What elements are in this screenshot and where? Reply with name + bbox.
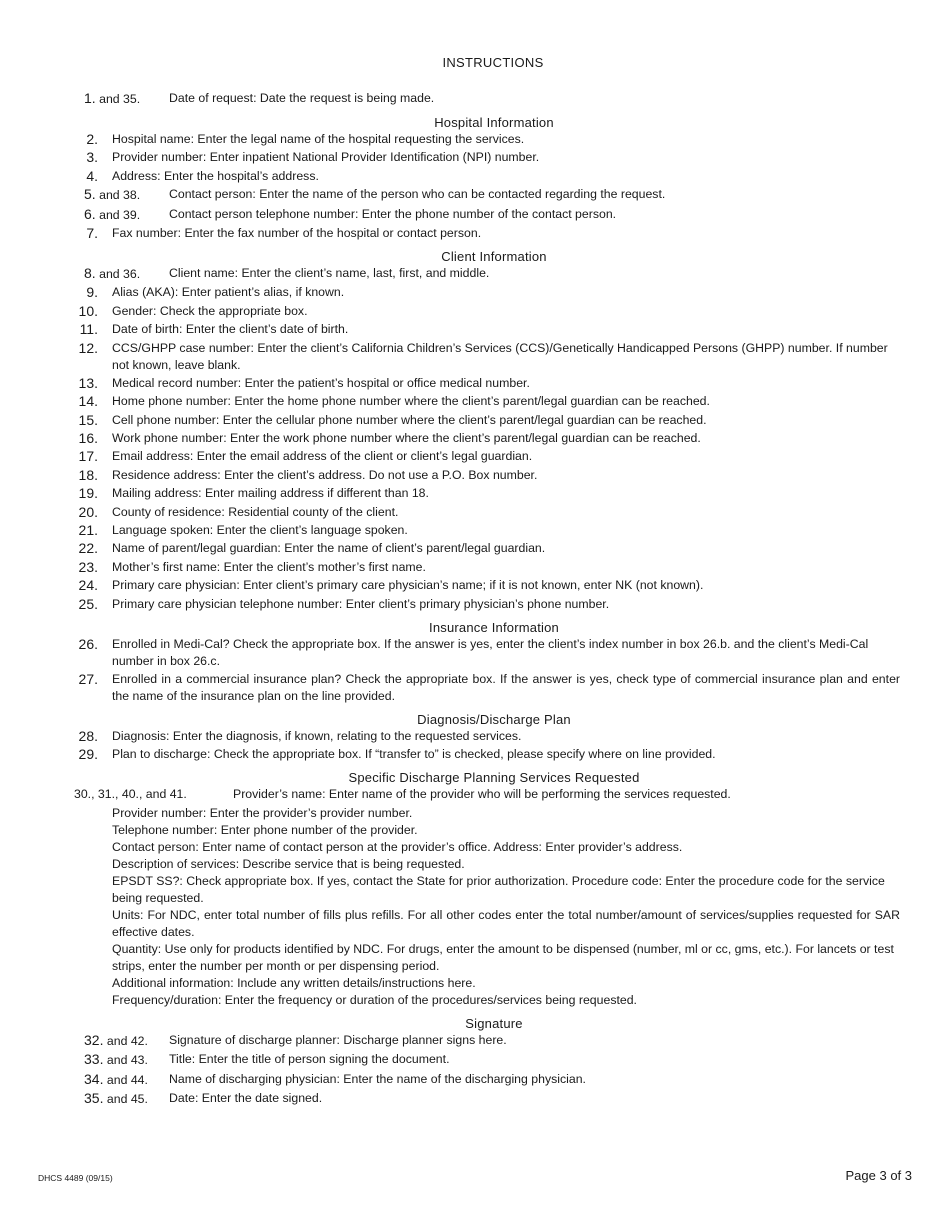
sub-item-text: Additional information: Include any written details/instructions here. (112, 975, 476, 990)
instruction-item (68, 1051, 900, 1069)
item-text: CCS/GHPP case number: Enter the client’s California Children’s Services (CCS)/Genetically Handicapped Persons (GHPP) number. If number not known, leave blank. (112, 340, 888, 372)
sub-item-text: Telephone number: Enter phone number of the provider. (112, 822, 418, 837)
item-number: 17. (78, 448, 98, 465)
form-id: DHCS 4489 (09/15) (38, 1173, 113, 1183)
item-number: 22. (78, 540, 98, 557)
item-text: Cell phone number: Enter the cellular phone number where the client’s parent/legal guardian can be reached. (112, 412, 707, 427)
instruction-item (68, 540, 900, 557)
item-text: Enrolled in Medi-Cal? Check the appropriate box. If the answer is yes, enter the client’s index number in box 26.b. and the client’s Medi-Cal number in box 26.c. (112, 636, 869, 668)
instruction-item (68, 393, 900, 410)
item-text: Contact person telephone number: Enter the phone number of the contact person. (169, 206, 617, 221)
item-number: 15. (78, 411, 98, 428)
item-number: 12. (78, 339, 98, 356)
sub-item-text: Description of services: Describe service that is being requested. (112, 856, 465, 871)
item-text: Fax number: Enter the fax number of the hospital or contact person. (112, 225, 482, 240)
instruction-item (68, 340, 900, 374)
item-number: 20. (78, 503, 98, 520)
instruction-item (68, 559, 900, 576)
instructions-body (68, 88, 900, 1109)
item-text: Diagnosis: Enter the diagnosis, if known, relating to the requested services. (112, 728, 522, 743)
item-number: 27. (78, 670, 98, 687)
item-number: 28. (78, 727, 98, 744)
section-heading-hospital: Hospital Information (434, 115, 554, 130)
instruction-item (68, 636, 900, 670)
instruction-item (68, 746, 900, 763)
sub-item-text: Frequency/duration: Enter the frequency or duration of the procedures/services being requested. (112, 992, 637, 1007)
item-text: Provider number: Enter inpatient National Provider Identification (NPI) number. (112, 150, 540, 165)
instruction-item (68, 485, 900, 502)
item-text: Client name: Enter the client’s name, last, first, and middle. (169, 265, 490, 280)
item-text: Mother’s first name: Enter the client’s mother’s first name. (112, 559, 426, 574)
instruction-item (68, 375, 900, 392)
item-text: Language spoken: Enter the client’s language spoken. (112, 523, 408, 538)
instruction-item (68, 596, 900, 613)
item-number: 3. (86, 149, 98, 166)
item-text: Title: Enter the title of person signing the document. (169, 1052, 450, 1067)
item-text: Home phone number: Enter the home phone number where the client’s parent/legal guardian can be reached. (112, 394, 710, 409)
item-number: 32. and 42. (84, 1031, 148, 1048)
item-text: Signature of discharge planner: Discharge planner signs here. (169, 1032, 507, 1047)
instruction-item (68, 522, 900, 539)
client-items (68, 284, 900, 612)
diagnosis-items (68, 728, 900, 763)
item-text: Work phone number: Enter the work phone number where the client’s parent/legal guardian can be reached. (112, 431, 701, 446)
item-text: Residence address: Enter the client’s address. Do not use a P.O. Box number. (112, 467, 538, 482)
item-number: 24. (78, 577, 98, 594)
item-text: Email address: Enter the email address of the client or client’s legal guardian. (112, 449, 533, 464)
item-text: Address: Enter the hospital’s address. (112, 168, 319, 183)
insurance-items (68, 636, 900, 705)
instruction-item (68, 321, 900, 338)
item-number: 10. (78, 302, 98, 319)
section-heading-client: Client Information (441, 248, 547, 264)
item-number: 19. (78, 485, 98, 502)
item-number: 13. (78, 374, 98, 391)
item-number: 4. (86, 167, 98, 184)
sub-item-text: Units: For NDC, enter total number of fills plus refills. For all other codes enter the total number/amount of services/supplies requested for SAR effective dates. (112, 907, 900, 939)
instruction-item (68, 728, 900, 745)
item-number: 23. (78, 558, 98, 575)
page-number: Page 3 of 3 (845, 1168, 912, 1183)
item-text: County of residence: Residential county of the client. (112, 504, 399, 519)
instruction-item (68, 206, 900, 224)
item-text: Mailing address: Enter mailing address if different than 18. (112, 486, 429, 501)
item-number: 8. and 36. (84, 264, 141, 281)
instruction-item (68, 168, 900, 185)
instruction-item (68, 430, 900, 447)
item-number: 7. (86, 224, 98, 241)
instruction-item (68, 265, 900, 283)
item-number: 21. (78, 522, 98, 539)
instruction-item (68, 577, 900, 594)
sub-item-text: Quantity: Use only for products identified by NDC. For drugs, enter the amount to be dispensed (number, ml or cc, gms, etc.). For lancets or test strips, enter the number per month or per dispensing period. (112, 941, 894, 973)
instruction-item (68, 504, 900, 521)
item-number: 2. (86, 131, 98, 147)
item-text: Gender: Check the appropriate box. (112, 303, 308, 318)
item-text: Date of birth: Enter the client’s date of birth. (112, 322, 349, 337)
item-text: Name of discharging physician: Enter the name of the discharging physician. (169, 1071, 586, 1086)
item-text: Date: Enter the date signed. (169, 1090, 323, 1105)
instruction-item (68, 90, 900, 108)
section-heading-signature: Signature (465, 1015, 523, 1031)
item-number: 6. and 39. (84, 205, 141, 222)
item-text: Contact person: Enter the name of the person who can be contacted regarding the request. (169, 187, 666, 202)
item-text: Name of parent/legal guardian: Enter the name of client’s parent/legal guardian. (112, 541, 546, 556)
page-title: INSTRUCTIONS (442, 55, 544, 70)
sub-item-text: EPSDT SS?: Check appropriate box. If yes, contact the State for prior authorization. Procedure code: Enter the procedure code for the service being requested. (112, 873, 885, 905)
instruction-item (68, 225, 900, 242)
instruction-item (68, 448, 900, 465)
item-text: Plan to discharge: Check the appropriate box. If “transfer to” is checked, please specify where on line provided. (112, 747, 716, 762)
item-text: Enrolled in a commercial insurance plan? Check the appropriate box. If the answer is yes, check type of commercial insurance plan and enter the name of the insurance plan on the line provided. (112, 671, 900, 703)
item-number: 26. (78, 635, 98, 652)
item-text: Alias (AKA): Enter patient’s alias, if known. (112, 285, 345, 300)
item-number: 33. and 43. (84, 1051, 148, 1068)
instruction-item (68, 786, 900, 803)
item-text: Primary care physician telephone number: Enter client’s primary physician’s phone number. (112, 596, 610, 611)
item-number: 11. (79, 321, 98, 338)
item-number: 35. and 45. (84, 1089, 148, 1106)
instruction-item (68, 1090, 900, 1108)
sub-item-text: Provider number: Enter the provider’s provider number. (112, 805, 413, 820)
instruction-item (68, 149, 900, 166)
item-number: 25. (78, 595, 98, 612)
instruction-item (68, 467, 900, 484)
item-number: 18. (78, 466, 98, 483)
item-text: Primary care physician: Enter client’s primary care physician’s name; if it is not known, enter NK (not known). (112, 578, 704, 593)
item-number: 9. (86, 284, 98, 301)
item-number: 30., 31., 40., and 41. (74, 787, 187, 802)
signature-items (68, 1032, 900, 1108)
section-heading-specific: Specific Discharge Planning Services Requested (348, 770, 640, 786)
instruction-item (68, 671, 900, 705)
hospital-items (68, 131, 900, 242)
instruction-item (68, 1032, 900, 1050)
item-number: 5. and 38. (84, 186, 141, 203)
item-text: Medical record number: Enter the patient’s hospital or office medical number. (112, 375, 530, 390)
item-number: 14. (78, 393, 98, 410)
section-heading-insurance: Insurance Information (429, 619, 559, 635)
instruction-item (68, 131, 900, 148)
item-text: Date of request: Date the request is being made. (169, 91, 435, 105)
instruction-item (68, 303, 900, 320)
instruction-item (68, 412, 900, 429)
instruction-item (68, 1071, 900, 1089)
section-heading-diagnosis: Diagnosis/Discharge Plan (417, 711, 571, 727)
item-text: Hospital name: Enter the legal name of the hospital requesting the services. (112, 132, 525, 146)
item-number: 29. (78, 746, 98, 763)
specific-sub-items (68, 805, 900, 1009)
item-number: 1. and 35. (84, 90, 141, 106)
item-text: Provider’s name: Enter name of the provider who will be performing the services requested. (233, 787, 731, 802)
instruction-item (68, 186, 900, 204)
sub-item-text: Contact person: Enter name of contact person at the provider’s office. Address: Enter provider’s address. (112, 839, 683, 854)
item-number: 16. (78, 430, 98, 447)
instruction-item (68, 284, 900, 301)
item-number: 34. and 44. (84, 1070, 148, 1087)
